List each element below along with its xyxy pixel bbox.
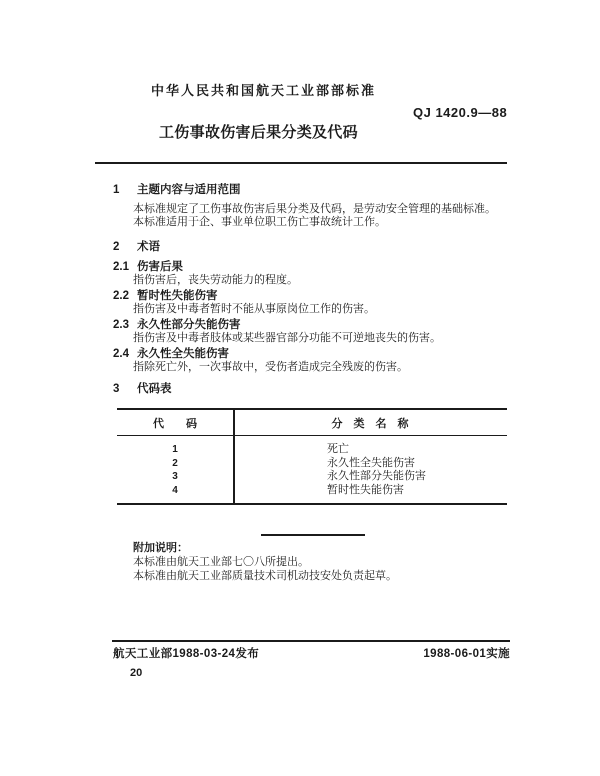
page-title: 工伤事故伤害后果分类及代码 — [159, 124, 358, 141]
section-1-title: 主题内容与适用范围 — [137, 184, 241, 196]
notes-separator-rule — [261, 534, 365, 536]
notes-line: 本标准由航天工业部七〇八所提出。 — [133, 556, 309, 568]
additional-notes — [133, 541, 397, 583]
code-cell: 3 — [172, 471, 178, 482]
term-2-4-number: 2.4 — [113, 348, 129, 360]
code-table-header-row — [117, 410, 507, 436]
section-3-number: 3 — [113, 383, 120, 395]
term-2-4-heading — [113, 348, 509, 361]
section-3-title: 代码表 — [137, 383, 172, 395]
name-column-header: 分类名称 — [331, 417, 420, 430]
footer-rule — [112, 640, 510, 642]
code-table — [117, 408, 507, 505]
section-2-number: 2 — [113, 241, 120, 253]
header-rule — [95, 162, 507, 164]
term-2-2-heading — [113, 290, 509, 303]
term-2-3-title: 永久性部分失能伤害 — [137, 319, 241, 331]
term-2-2-title: 暂时性失能伤害 — [137, 290, 218, 302]
notes-heading: 附加说明： — [133, 542, 188, 554]
term-2-4-definition: 指除死亡外，一次事故中，受伤者造成完全残废的伤害。 — [133, 361, 408, 373]
code-cell: 4 — [172, 484, 178, 496]
page-number: 20 — [130, 667, 143, 679]
code-table-body — [117, 436, 507, 503]
document-body — [113, 184, 509, 396]
term-2-3-number: 2.3 — [113, 319, 129, 331]
effective-date-text: 1988-06-01实施 — [423, 648, 510, 660]
term-2-2-number: 2.2 — [113, 290, 129, 302]
section-2-title: 术语 — [137, 241, 160, 253]
issue-date-text: 航天工业部1988-03-24发布 — [113, 648, 260, 660]
table-row — [117, 457, 507, 471]
term-2-1-definition: 指伤害后，丧失劳动能力的程度。 — [133, 274, 298, 286]
term-definition-block — [113, 319, 509, 345]
section-1-paragraph: 本标准规定了工伤事故伤害后果分类及代码，是劳动安全管理的基础标准。 — [133, 203, 496, 215]
code-column-header: 代码 — [153, 417, 219, 430]
term-2-1-title: 伤害后果 — [137, 261, 183, 273]
standard-org-line: 中华人民共和国航天工业部部标准 — [151, 83, 377, 98]
term-2-3-heading — [113, 319, 509, 332]
name-cell: 暂时性失能伤害 — [327, 483, 404, 496]
term-2-1-heading — [113, 261, 509, 274]
name-cell: 永久性部分失能伤害 — [327, 470, 426, 482]
term-definition-block — [113, 261, 509, 287]
table-row — [117, 470, 507, 484]
name-cell: 死亡 — [327, 443, 349, 455]
section-3-heading — [113, 383, 509, 396]
name-cell: 永久性全失能伤害 — [327, 456, 415, 469]
section-1-paragraph: 本标准适用于企、事业单位职工伤亡事故统计工作。 — [133, 216, 386, 228]
term-2-1-number: 2.1 — [113, 261, 129, 273]
term-definition-block — [113, 348, 509, 374]
table-row — [117, 484, 507, 498]
section-1-number: 1 — [113, 184, 120, 196]
doc-number: QJ 1420.9—88 — [413, 105, 508, 120]
term-definition-block — [113, 290, 509, 316]
code-cell: 1 — [172, 444, 178, 455]
table-row — [117, 443, 507, 457]
notes-line: 本标准由航天工业部质量技术司机动技安处负责起草。 — [133, 570, 397, 582]
term-2-2-definition: 指伤害及中毒者暂时不能从事原岗位工作的伤害。 — [133, 303, 375, 315]
code-cell: 2 — [172, 457, 178, 469]
term-2-3-definition: 指伤害及中毒者肢体或某些器官部分功能不可逆地丧失的伤害。 — [133, 332, 441, 344]
term-2-4-title: 永久性全失能伤害 — [137, 348, 229, 360]
section-2-heading — [113, 241, 509, 254]
section-1-heading — [113, 184, 509, 197]
